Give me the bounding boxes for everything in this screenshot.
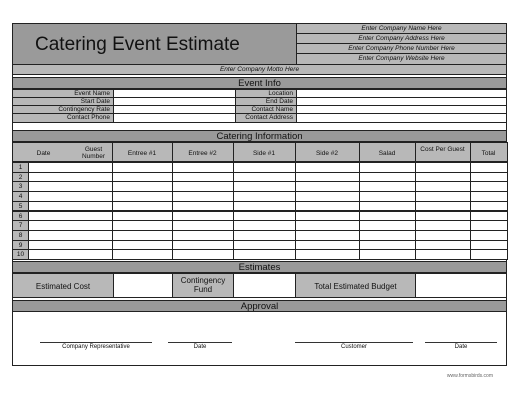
row-number: 10 xyxy=(12,249,29,260)
table-cell[interactable] xyxy=(295,249,360,260)
event-label xyxy=(12,113,114,123)
catering-header xyxy=(12,130,507,142)
row-number: 1 xyxy=(12,162,29,173)
company-name: Enter Company Name Here xyxy=(361,25,442,32)
signature-line xyxy=(295,342,413,343)
signature-line xyxy=(168,342,232,343)
signature-label-date: Date xyxy=(193,344,207,350)
catering-column-header: Entree #2 xyxy=(188,150,217,157)
row-number: 7 xyxy=(12,220,29,231)
estimated-cost-input[interactable] xyxy=(113,273,173,298)
contact-phone-input[interactable] xyxy=(113,113,236,123)
estimated-cost-label-box xyxy=(12,273,114,298)
contingency-fund-input[interactable] xyxy=(233,273,296,298)
contact-name-label: Contact Name xyxy=(251,106,293,113)
event-name-label: Event Name xyxy=(74,90,110,97)
footer-text: www.formsbirds.com xyxy=(446,373,493,379)
catering-column-header: Side #2 xyxy=(315,150,339,157)
signature-label-date-2: Date xyxy=(454,344,468,350)
estimates-heading: Estimates xyxy=(238,262,281,273)
catering-column-header: Total xyxy=(481,150,496,157)
table-cell[interactable] xyxy=(233,249,296,260)
row-number: 8 xyxy=(12,230,29,241)
table-cell[interactable] xyxy=(112,249,173,260)
company-website: Enter Company Website Here xyxy=(358,55,445,62)
approval-heading: Approval xyxy=(240,301,279,312)
page-title: Catering Event Estimate xyxy=(35,34,240,55)
contact-address-input[interactable] xyxy=(296,113,507,123)
event-info-header xyxy=(12,77,507,89)
contact-phone-label: Contact Phone xyxy=(66,114,110,121)
event-info-heading: Event Info xyxy=(238,78,281,89)
company-motto-field[interactable] xyxy=(12,64,507,75)
signature-line xyxy=(40,342,152,343)
contingency-fund-label-box xyxy=(172,273,234,298)
total-budget-input[interactable] xyxy=(415,273,507,298)
total-budget-label-box xyxy=(295,273,416,298)
company-address: Enter Company Address Here xyxy=(358,35,445,42)
start-date-label: Start Date xyxy=(80,98,110,105)
catering-column-header: Guest Number xyxy=(81,146,106,160)
estimated-cost-label: Estimated Cost xyxy=(35,282,91,291)
catering-column-header: Date xyxy=(36,150,51,157)
total-budget-label: Total Estimated Budget xyxy=(314,282,397,291)
row-number: 6 xyxy=(12,211,29,222)
catering-heading: Catering Information xyxy=(216,131,303,142)
catering-column-header: Entree #1 xyxy=(127,150,157,157)
row-number: 3 xyxy=(12,181,29,192)
estimates-header xyxy=(12,261,507,273)
company-phone: Enter Company Phone Number Here xyxy=(348,45,455,52)
table-cell[interactable] xyxy=(172,249,234,260)
table-cell[interactable] xyxy=(359,249,416,260)
approval-signature-area[interactable] xyxy=(12,311,507,366)
end-date-label: End Date xyxy=(265,98,293,105)
location-label: Location xyxy=(268,90,293,97)
row-number: 9 xyxy=(12,240,29,251)
title-box xyxy=(12,23,297,65)
contingency-rate-label: Contingency Rate xyxy=(58,106,110,113)
signature-line xyxy=(425,342,497,343)
contact-address-label: Contact Address xyxy=(245,114,293,121)
table-cell[interactable] xyxy=(415,249,471,260)
row-number: 4 xyxy=(12,191,29,202)
company-motto: Enter Company Motto Here xyxy=(219,66,300,73)
signature-label-rep: Company Representative xyxy=(62,344,130,350)
signature-label-customer: Customer xyxy=(340,344,367,350)
event-label xyxy=(235,113,297,123)
row-number: 2 xyxy=(12,172,29,183)
catering-column-header: Side #1 xyxy=(252,150,276,157)
row-number: 5 xyxy=(12,201,29,212)
catering-column-header: Salad xyxy=(378,150,396,157)
table-cell[interactable] xyxy=(28,249,113,260)
table-cell[interactable] xyxy=(470,249,508,260)
catering-column-header: Cost Per Guest xyxy=(420,146,465,153)
contingency-fund-label: Contingency Fund xyxy=(180,276,226,294)
